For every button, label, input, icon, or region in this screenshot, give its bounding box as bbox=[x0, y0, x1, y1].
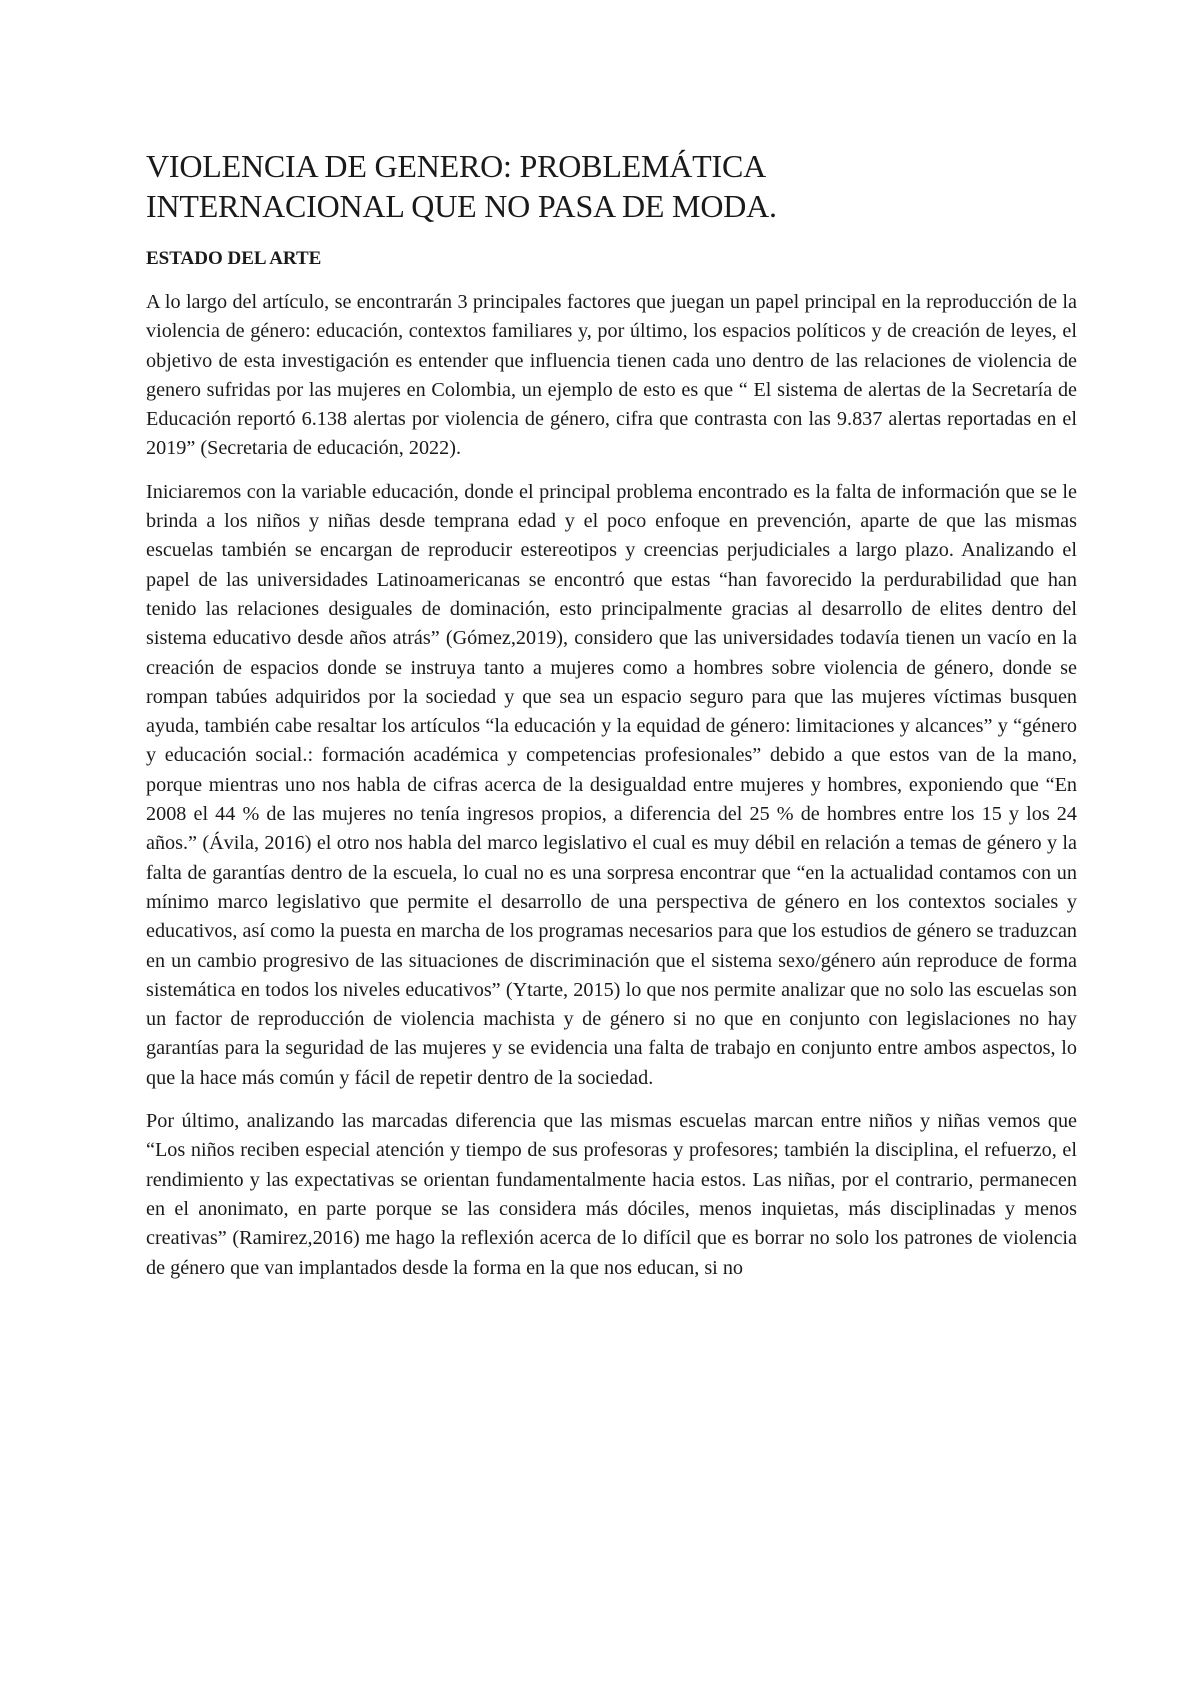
title-line-1: VIOLENCIA DE GENERO: PROBLEMÁTICA bbox=[146, 148, 767, 184]
paragraph-1: A lo largo del artículo, se encontrarán 3 principales factores que juegan un papel principal en la reproducción de la violencia de género: educación, contextos familiares y, por último, los espacios políticos y de creación de leyes, el objetivo de esta investigación es entender que influencia tienen cada uno dentro de las relaciones de violencia de genero sufridas por las mujeres en Colombia, un ejemplo de esto es que “ El sistema de alertas de la Secretaría de Educación reportó 6.138 alertas por violencia de género, cifra que contrasta con las 9.837 alertas reportadas en el 2019” (Secretaria de educación, 2022). bbox=[146, 291, 1077, 460]
section-heading: ESTADO DEL ARTE bbox=[146, 248, 322, 269]
document-body bbox=[146, 146, 1077, 1283]
title-line-2: INTERNACIONAL QUE NO PASA DE MODA. bbox=[146, 188, 777, 224]
document-title bbox=[146, 146, 1077, 226]
paragraph-2: Iniciaremos con la variable educación, donde el principal problema encontrado es la falta de información que se le brinda a los niños y niñas desde temprana edad y el poco enfoque en prevención, aparte de que las mismas escuelas también se encargan de reproducir estereotipos y creencias perjudiciales a largo plazo. Analizando el papel de las universidades Latinoamericanas se encontró que estas “han favorecido la perdurabilidad que han tenido las relaciones desiguales de dominación, esto principalmente gracias al desarrollo de elites dentro del sistema educativo desde años atrás” (Gómez,2019), considero que las universidades todavía tienen un vacío en la creación de espacios donde se instruya tanto a mujeres como a hombres sobre violencia de género, donde se rompan tabúes adquiridos por la sociedad y que sea un espacio seguro para que las mujeres víctimas busquen ayuda, también cabe resaltar los artículos “la educación y la equidad de género: limitaciones y alcances” y “género y educación social.: formación académica y competencias profesionales” debido a que estos van de la mano, porque mientras uno nos habla de cifras acerca de la desigualdad entre mujeres y hombres, exponiendo que “En 2008 el 44 % de las mujeres no tenía ingresos propios, a diferencia del 25 % de hombres entre los 15 y los 24 años.” (Ávila, 2016) el otro nos habla del marco legislativo el cual es muy débil en relación a temas de género y la falta de garantías dentro de la escuela, lo cual no es una sorpresa encontrar que “en la actualidad contamos con un mínimo marco legislativo que permite el desarrollo de una perspectiva de género en los contextos sociales y educativos, así como la puesta en marcha de los programas necesarios para que los estudios de género se traduzcan en un cambio progresivo de las situaciones de discriminación que el sistema sexo/género aún reproduce de forma sistemática en todos los niveles educativos” (Ytarte, 2015) lo que nos permite analizar que no solo las escuelas son un factor de reproducción de violencia machista y de género si no que en conjunto con legislaciones no hay garantías para la seguridad de las mujeres y se evidencia una falta de trabajo en conjunto entre ambos aspectos, lo que la hace más común y fácil de repetir dentro de la sociedad. bbox=[146, 480, 1077, 1089]
paragraph-3: Por último, analizando las marcadas diferencia que las mismas escuelas marcan entre niños y niñas vemos que “Los niños reciben especial atención y tiempo de sus profesoras y profesores; también la disciplina, el refuerzo, el rendimiento y las expectativas se orientan fundamentalmente hacia estos. Las niñas, por el contrario, permanecen en el anonimato, en parte porque se las considera más dóciles, menos inquietas, más disciplinadas y menos creativas” (Ramirez,2016) me hago la reflexión acerca de lo difícil que es borrar no solo los patrones de violencia de género que van implantados desde la forma en la que nos educan, si no bbox=[146, 1110, 1077, 1279]
